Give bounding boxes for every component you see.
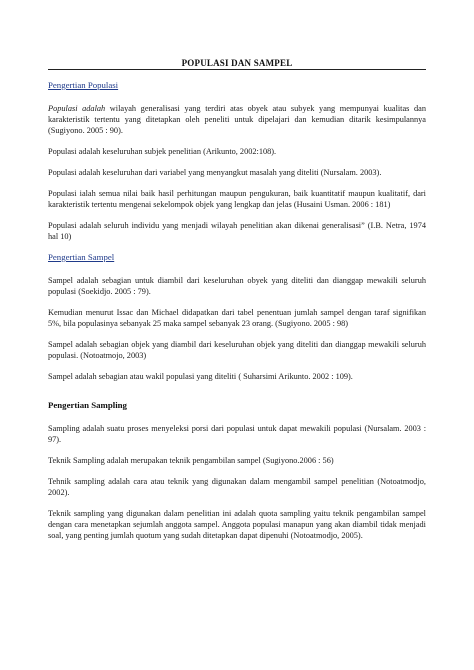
heading-pengertian-populasi[interactable]: Pengertian Populasi (48, 80, 119, 90)
page-title: POPULASI DAN SAMPEL (181, 58, 293, 68)
title-underline (48, 69, 426, 70)
paragraph: Populasi adalah seluruh individu yang menjadi wilayah penelitian akan dikenai generalisasi” (I.B. Netra, 1974 hal 10) (48, 221, 426, 241)
document-body (48, 80, 426, 551)
paragraph: Populasi adalah keseluruhan dari variabel yang menyangkut masalah yang diteliti (Nursalam. 2003). (48, 168, 382, 177)
emphasis-text: Populasi adalah (48, 104, 106, 113)
paragraph: Teknik Sampling adalah merupakan teknik pengambilan sampel (Sugiyono.2006 : 56) (48, 456, 334, 465)
paragraph: Populasi ialah semua nilai baik hasil perhitungan maupun pengukuran, baik kuantitatif maupun kualitatif, dari karakteristik tertentu mengenai sekelompok objek yang lengkap dan jelas (Husaini Usman. 2006 : 181) (48, 189, 426, 209)
paragraph: Sampling adalah suatu proses menyeleksi porsi dari populasi untuk dapat mewakili populasi (Nursalam. 2003 : 97). (48, 424, 426, 444)
heading-pengertian-sampel[interactable]: Pengertian Sampel (48, 252, 115, 262)
paragraph: Sampel adalah sebagian objek yang diambil dari keseluruhan objek yang diteliti dan dianggap mewakili seluruh populasi. (Notoatmojo, 2003) (48, 340, 426, 360)
paragraph: Populasi adalah keseluruhan subjek penelitian (Arikunto, 2002:108). (48, 147, 277, 156)
paragraph: Sampel adalah sebagian untuk diambil dari keseluruhan obyek yang diteliti dan dianggap mewakili seluruh populasi (Soekidjo. 2005 : 79). (48, 276, 426, 296)
heading-pengertian-sampling: Pengertian Sampling (48, 400, 127, 410)
paragraph: Sampel adalah sebagian atau wakil populasi yang diteliti ( Suharsimi Arikunto. 2002 : 109). (48, 372, 353, 381)
paragraph: Populasi adalah wilayah generalisasi yang terdiri atas obyek atau subyek yang mempunyai kualitas dan karakteristik tertentu yang ditetapkan oleh peneliti untuk dipelajari dan kemudian ditarik kesimpulannya (Sugiyono. 2005 : 90). (48, 104, 426, 135)
paragraph: Kemudian menurut Issac dan Michael didapatkan dari tabel penentuan jumlah sampel dengan taraf signifikan 5%, bila populasinya sebanyak 25 maka sampel sebanyak 23 orang. (Sugiyono. 2005 : 98) (48, 308, 426, 328)
paragraph: Tehnik sampling adalah cara atau teknik yang digunakan dalam mengambil sampel penelitian (Notoatmodjo, 2002). (48, 477, 426, 497)
paragraph: Teknik sampling yang digunakan dalam penelitian ini adalah quota sampling yaitu teknik pengambilan sampel dengan cara menetapkan sejumlah anggota sampel. Anggota populasi manapun yang akan diambil tidak menjadi soal, yang penting jumlah quotum yang sudah ditetapkan dapat dipenuhi (Notoatmodjo, 2005). (48, 509, 426, 540)
